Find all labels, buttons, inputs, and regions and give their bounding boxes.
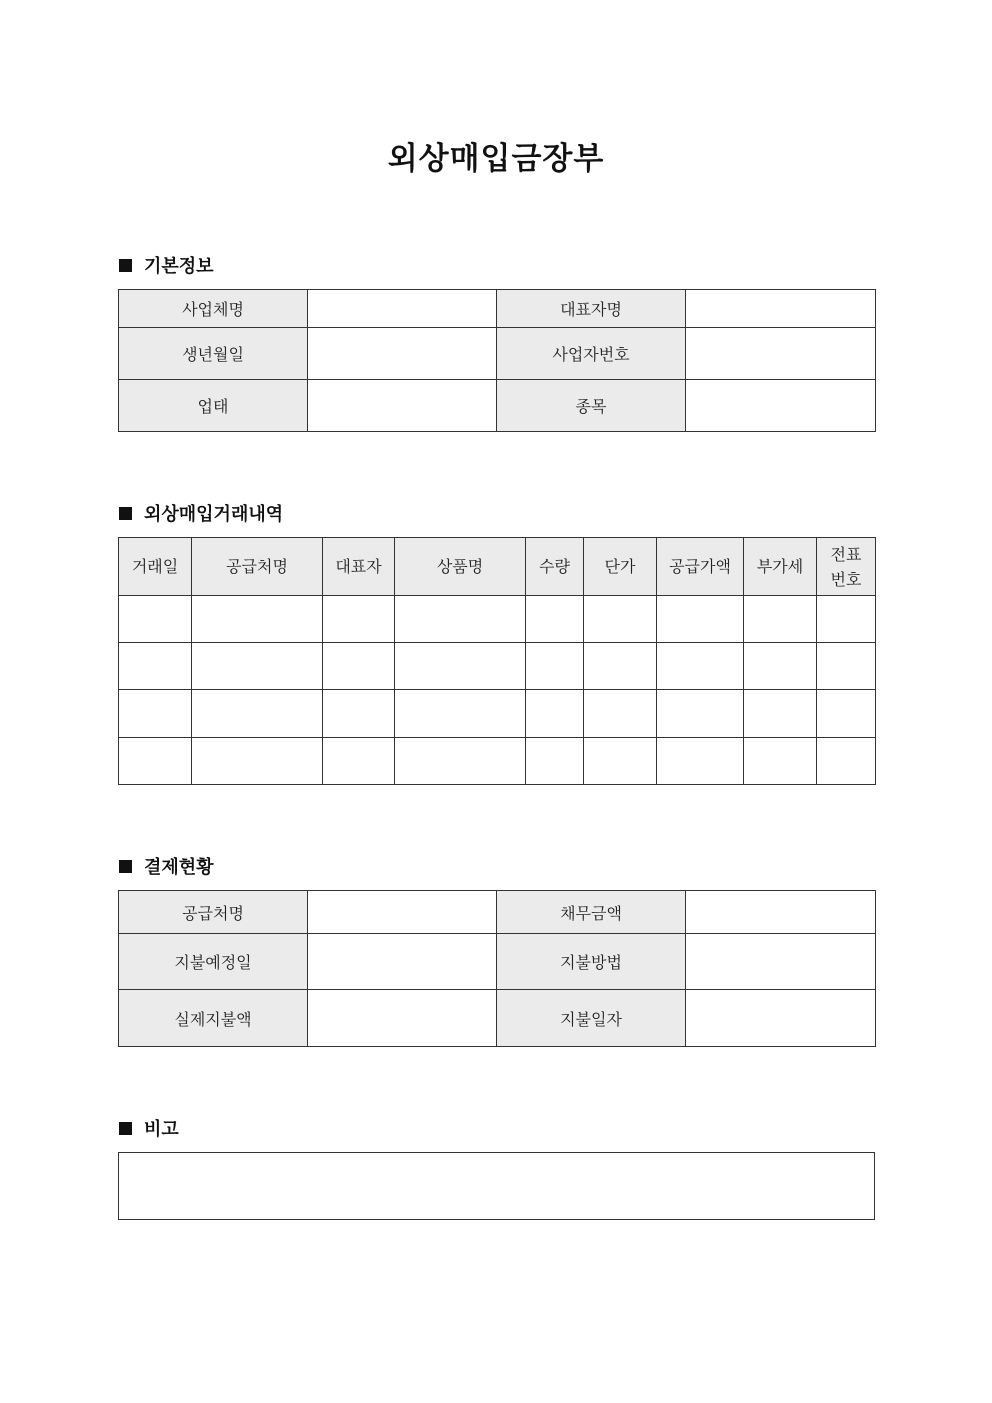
column-header-representative: 대표자 (323, 538, 395, 596)
field-payment-method[interactable] (686, 934, 876, 990)
field-scheduled-payment-date[interactable] (308, 934, 497, 990)
field-representative-name[interactable] (686, 290, 876, 328)
table-cell[interactable] (119, 690, 192, 738)
label-actual-payment-amount: 실제지불액 (119, 990, 308, 1047)
table-cell[interactable] (323, 738, 395, 785)
label-supplier-name: 공급처명 (119, 891, 308, 934)
table-header-row (119, 538, 876, 596)
table-cell[interactable] (323, 596, 395, 643)
label-business-item: 종목 (497, 380, 686, 432)
square-bullet-icon (119, 1122, 132, 1135)
field-payment-date[interactable] (686, 990, 876, 1047)
table-cell[interactable] (192, 643, 323, 690)
table-cell[interactable] (395, 690, 526, 738)
table-cell[interactable] (657, 738, 744, 785)
table-cell[interactable] (657, 690, 744, 738)
column-header-supplier: 공급처명 (192, 538, 323, 596)
square-bullet-icon (119, 507, 132, 520)
section-heading-label: 비고 (144, 1119, 179, 1140)
table-cell[interactable] (192, 596, 323, 643)
table-row (119, 643, 876, 690)
field-business-name[interactable] (308, 290, 497, 328)
table-cell[interactable] (192, 690, 323, 738)
section-heading-label: 결제현황 (144, 857, 214, 878)
table-row (119, 290, 876, 328)
table-cell[interactable] (817, 596, 876, 643)
column-header-supply-amount: 공급가액 (657, 538, 744, 596)
table-cell[interactable] (584, 690, 657, 738)
table-cell[interactable] (526, 643, 584, 690)
table-cell[interactable] (584, 643, 657, 690)
field-business-type[interactable] (308, 380, 497, 432)
square-bullet-icon (119, 860, 132, 873)
column-header-quantity: 수량 (526, 538, 584, 596)
label-payment-date: 지불일자 (497, 990, 686, 1047)
table-cell[interactable] (744, 690, 817, 738)
table-row (119, 328, 876, 380)
table-row (119, 738, 876, 785)
label-business-type: 업태 (119, 380, 308, 432)
column-header-vat: 부가세 (744, 538, 817, 596)
column-header-date: 거래일 (119, 538, 192, 596)
section-heading-transactions (119, 500, 283, 526)
table-cell[interactable] (395, 596, 526, 643)
basic-info-table (118, 289, 876, 432)
table-cell[interactable] (395, 738, 526, 785)
label-business-name: 사업체명 (119, 290, 308, 328)
table-row (119, 891, 876, 934)
field-debt-amount[interactable] (686, 891, 876, 934)
column-header-unit-price: 단가 (584, 538, 657, 596)
label-business-number: 사업자번호 (497, 328, 686, 380)
table-cell[interactable] (657, 596, 744, 643)
transactions-table (118, 537, 876, 785)
table-cell[interactable] (584, 738, 657, 785)
table-cell[interactable] (192, 738, 323, 785)
table-cell[interactable] (119, 738, 192, 785)
column-header-slip-number: 전표 번호 (817, 538, 876, 596)
square-bullet-icon (119, 259, 132, 272)
section-heading-label: 기본정보 (144, 256, 214, 277)
label-payment-method: 지불방법 (497, 934, 686, 990)
table-cell[interactable] (119, 643, 192, 690)
table-cell[interactable] (657, 643, 744, 690)
table-cell[interactable] (119, 596, 192, 643)
table-row (119, 380, 876, 432)
table-cell[interactable] (744, 643, 817, 690)
table-cell[interactable] (526, 596, 584, 643)
table-cell[interactable] (584, 596, 657, 643)
table-row (119, 596, 876, 643)
field-supplier-name[interactable] (308, 891, 497, 934)
table-cell[interactable] (744, 596, 817, 643)
section-heading-remarks (119, 1115, 179, 1141)
payment-table (118, 890, 876, 1047)
label-debt-amount: 채무금액 (497, 891, 686, 934)
column-header-product: 상품명 (395, 538, 526, 596)
document-title: 외상매입금장부 (387, 141, 605, 177)
field-birth-date[interactable] (308, 328, 497, 380)
table-cell[interactable] (744, 738, 817, 785)
field-business-item[interactable] (686, 380, 876, 432)
section-heading-basic-info (119, 252, 214, 278)
table-cell[interactable] (395, 643, 526, 690)
table-cell[interactable] (323, 643, 395, 690)
table-cell[interactable] (323, 690, 395, 738)
field-actual-payment-amount[interactable] (308, 990, 497, 1047)
section-heading-payment (119, 853, 214, 879)
table-cell[interactable] (817, 643, 876, 690)
table-row (119, 934, 876, 990)
table-cell[interactable] (817, 690, 876, 738)
table-cell[interactable] (817, 738, 876, 785)
field-business-number[interactable] (686, 328, 876, 380)
label-scheduled-payment-date: 지불예정일 (119, 934, 308, 990)
label-representative-name: 대표자명 (497, 290, 686, 328)
remarks-box[interactable] (118, 1152, 875, 1220)
table-cell[interactable] (526, 690, 584, 738)
table-row (119, 690, 876, 738)
section-heading-label: 외상매입거래내역 (144, 504, 284, 525)
label-birth-date: 생년월일 (119, 328, 308, 380)
table-cell[interactable] (526, 738, 584, 785)
table-row (119, 990, 876, 1047)
